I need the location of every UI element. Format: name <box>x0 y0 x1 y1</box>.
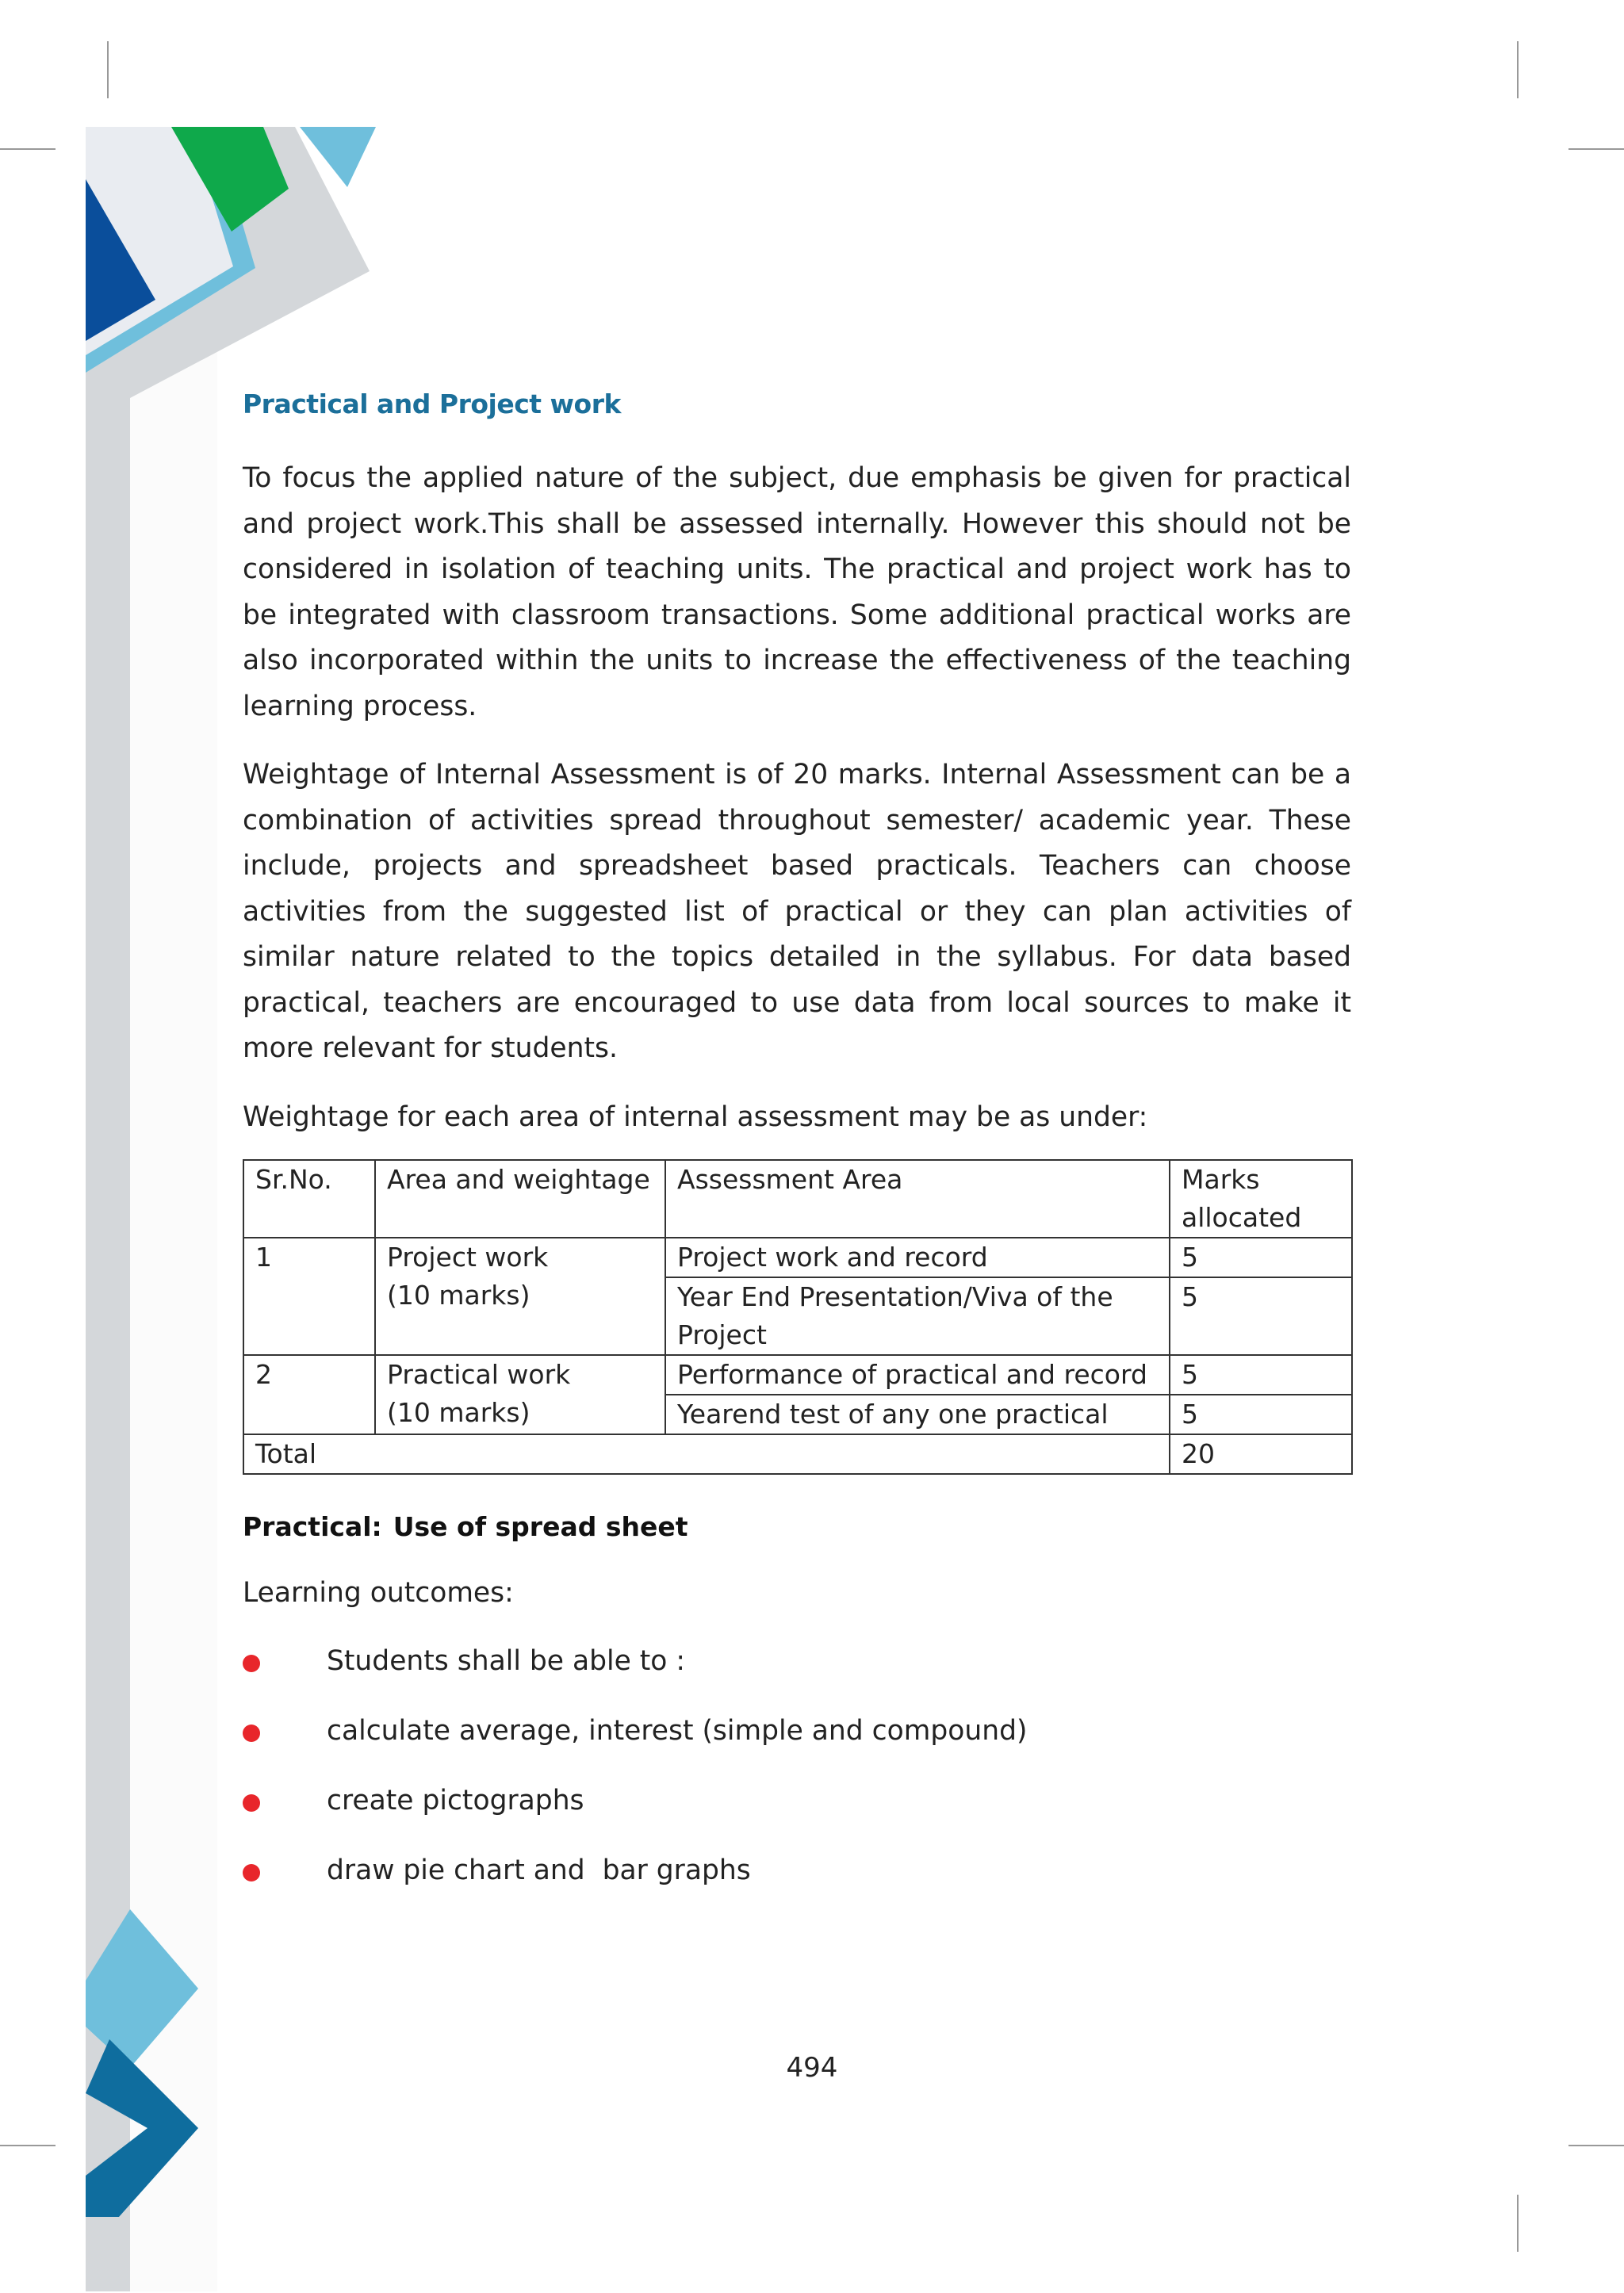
cell-assessment: Performance of practical and record <box>665 1355 1170 1395</box>
cell-area: Project work (10 marks) <box>375 1238 665 1355</box>
practical-heading-prefix: Practical: <box>243 1511 382 1542</box>
list-item-text: draw pie chart and bar graphs <box>327 1855 751 1886</box>
list-item <box>243 1713 1351 1748</box>
practical-heading <box>243 1511 1351 1542</box>
cell-total-marks: 20 <box>1170 1434 1352 1474</box>
bullet-dot-icon <box>243 1725 260 1742</box>
cell-sr: 2 <box>243 1355 375 1434</box>
header-sr-no: Sr.No. <box>243 1160 375 1238</box>
header-marks-allocated: Marks allocated <box>1170 1160 1352 1238</box>
cell-total-label: Total <box>243 1434 1170 1474</box>
list-item <box>243 1644 1351 1679</box>
cell-assessment: Year End Presentation/Viva of the Project <box>665 1277 1170 1355</box>
table-row <box>243 1355 1352 1395</box>
cell-marks: 5 <box>1170 1355 1352 1395</box>
cell-sr: 1 <box>243 1238 375 1355</box>
header-assessment-area: Assessment Area <box>665 1160 1170 1238</box>
section-title: Practical and Project work <box>243 389 621 419</box>
cell-marks: 5 <box>1170 1238 1352 1277</box>
paragraph-weightage: Weightage of Internal Assessment is of 20 marks. Internal Assessment can be a combination of activities spread throughout semester/ academic year. These include, projects and spreadsheet based practicals. Teachers can choose activities from the suggested list of practical or they can plan activities of similar nature related to the topics detailed in the syllabus. For data based practical, teachers are encouraged to use data from local sources to make it more relevant for students. <box>243 759 1351 1064</box>
cell-marks: 5 <box>1170 1277 1352 1355</box>
cell-marks: 5 <box>1170 1395 1352 1434</box>
header-area-weightage: Area and weightage <box>375 1160 665 1238</box>
bullet-dot-icon <box>243 1655 260 1672</box>
paragraph-intro: To focus the applied nature of the subject, due emphasis be given for practical and project work.This shall be assessed internally. However this should not be considered in isolation of teaching units. The practical and project work has to be integrated with classroom transactions. Some additional practical works are also incorporated within the units to increase the effectiveness of the teaching learning process. <box>243 462 1351 722</box>
table-intro: Weightage for each area of internal assessment may be as under: <box>243 1101 1148 1133</box>
learning-outcomes-list <box>243 1644 1351 1888</box>
list-item-text: Students shall be able to : <box>327 1645 686 1677</box>
practical-heading-rest: Use of spread sheet <box>393 1511 688 1542</box>
table-header-row <box>243 1160 1352 1238</box>
list-item-text: create pictographs <box>327 1785 584 1816</box>
list-item <box>243 1853 1351 1888</box>
cell-assessment: Project work and record <box>665 1238 1170 1277</box>
list-item <box>243 1783 1351 1818</box>
list-item-text: calculate average, interest (simple and compound) <box>327 1715 1028 1747</box>
bullet-dot-icon <box>243 1794 260 1812</box>
page-content <box>243 389 1351 1923</box>
learning-outcomes-label: Learning outcomes: <box>243 1577 514 1609</box>
cell-area: Practical work (10 marks) <box>375 1355 665 1434</box>
page-number: 494 <box>786 2052 838 2084</box>
bullet-dot-icon <box>243 1864 260 1881</box>
assessment-table <box>243 1159 1353 1475</box>
cell-assessment: Yearend test of any one practical <box>665 1395 1170 1434</box>
table-total-row <box>243 1434 1352 1474</box>
table-row <box>243 1238 1352 1277</box>
